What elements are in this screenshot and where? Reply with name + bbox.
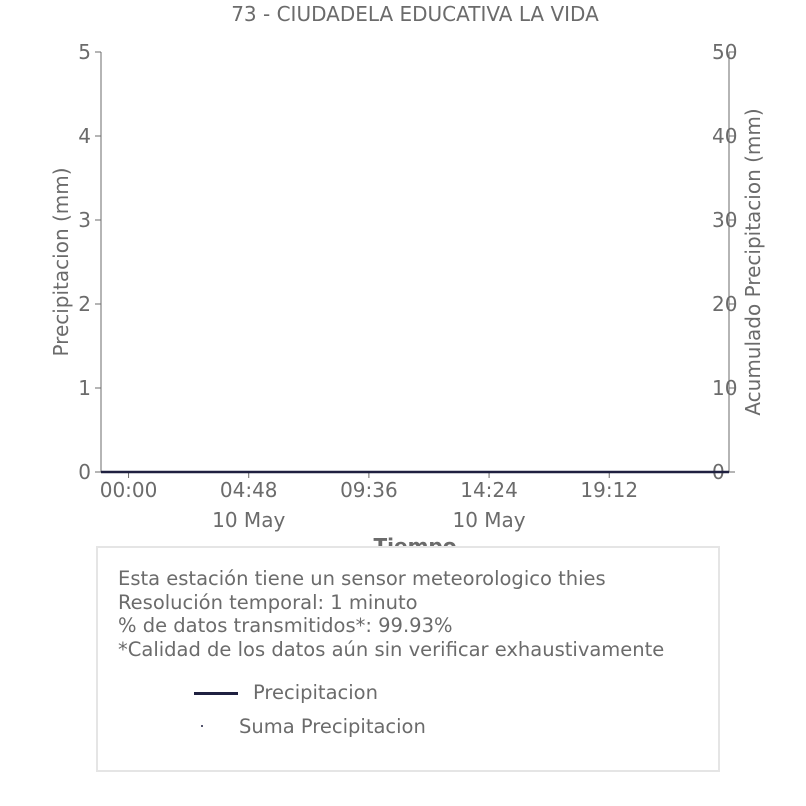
info-resolution: Resolución temporal: 1 minuto (118, 590, 418, 614)
right-tick-label: 30 (712, 208, 738, 232)
info-quality-note: *Calidad de los datos aún sin verificar exhaustivamente (118, 637, 665, 661)
right-y-ticks (712, 40, 737, 484)
x-ticks (100, 472, 638, 532)
left-tick-label: 1 (78, 376, 91, 400)
left-tick-label: 4 (78, 124, 91, 148)
x-tick-label: 09:36 (340, 478, 398, 502)
left-y-ticks (78, 40, 101, 484)
legend-dot-marker (201, 725, 203, 727)
right-tick-label: 40 (712, 124, 738, 148)
left-tick-label: 0 (78, 460, 91, 484)
y-axis-label: Precipitacion (mm) (49, 167, 73, 357)
x-tick-date-label: 10 May (212, 508, 286, 532)
x-tick-date-label: 10 May (452, 508, 526, 532)
legend-line-marker (194, 692, 238, 695)
chart-title: 73 - CIUDADELA EDUCATIVA LA VIDA (231, 2, 599, 26)
right-tick-label: 20 (712, 292, 738, 316)
legend-item-precipitacion: Precipitacion (253, 681, 378, 704)
info-box (96, 546, 720, 772)
x-tick-label: 00:00 (99, 478, 158, 502)
info-text (118, 567, 664, 661)
y2-axis-label: Acumulado Precipitacion (mm) (741, 108, 765, 416)
info-transmitted: % de datos transmitidos*: 99.93% (118, 614, 453, 637)
left-tick-label: 2 (78, 292, 91, 316)
info-sensor: Esta estación tiene un sensor meteorologico thies (118, 567, 606, 590)
left-tick-label: 3 (78, 208, 91, 232)
right-tick-label: 50 (712, 40, 738, 64)
x-tick-label: 04:48 (219, 478, 278, 502)
x-tick-label: 14:24 (460, 478, 518, 502)
right-tick-label: 0 (712, 460, 725, 484)
x-tick-label: 19:12 (580, 478, 639, 502)
right-tick-label: 10 (712, 376, 738, 400)
left-tick-label: 5 (78, 40, 91, 64)
legend-item-suma: Suma Precipitacion (239, 715, 426, 738)
